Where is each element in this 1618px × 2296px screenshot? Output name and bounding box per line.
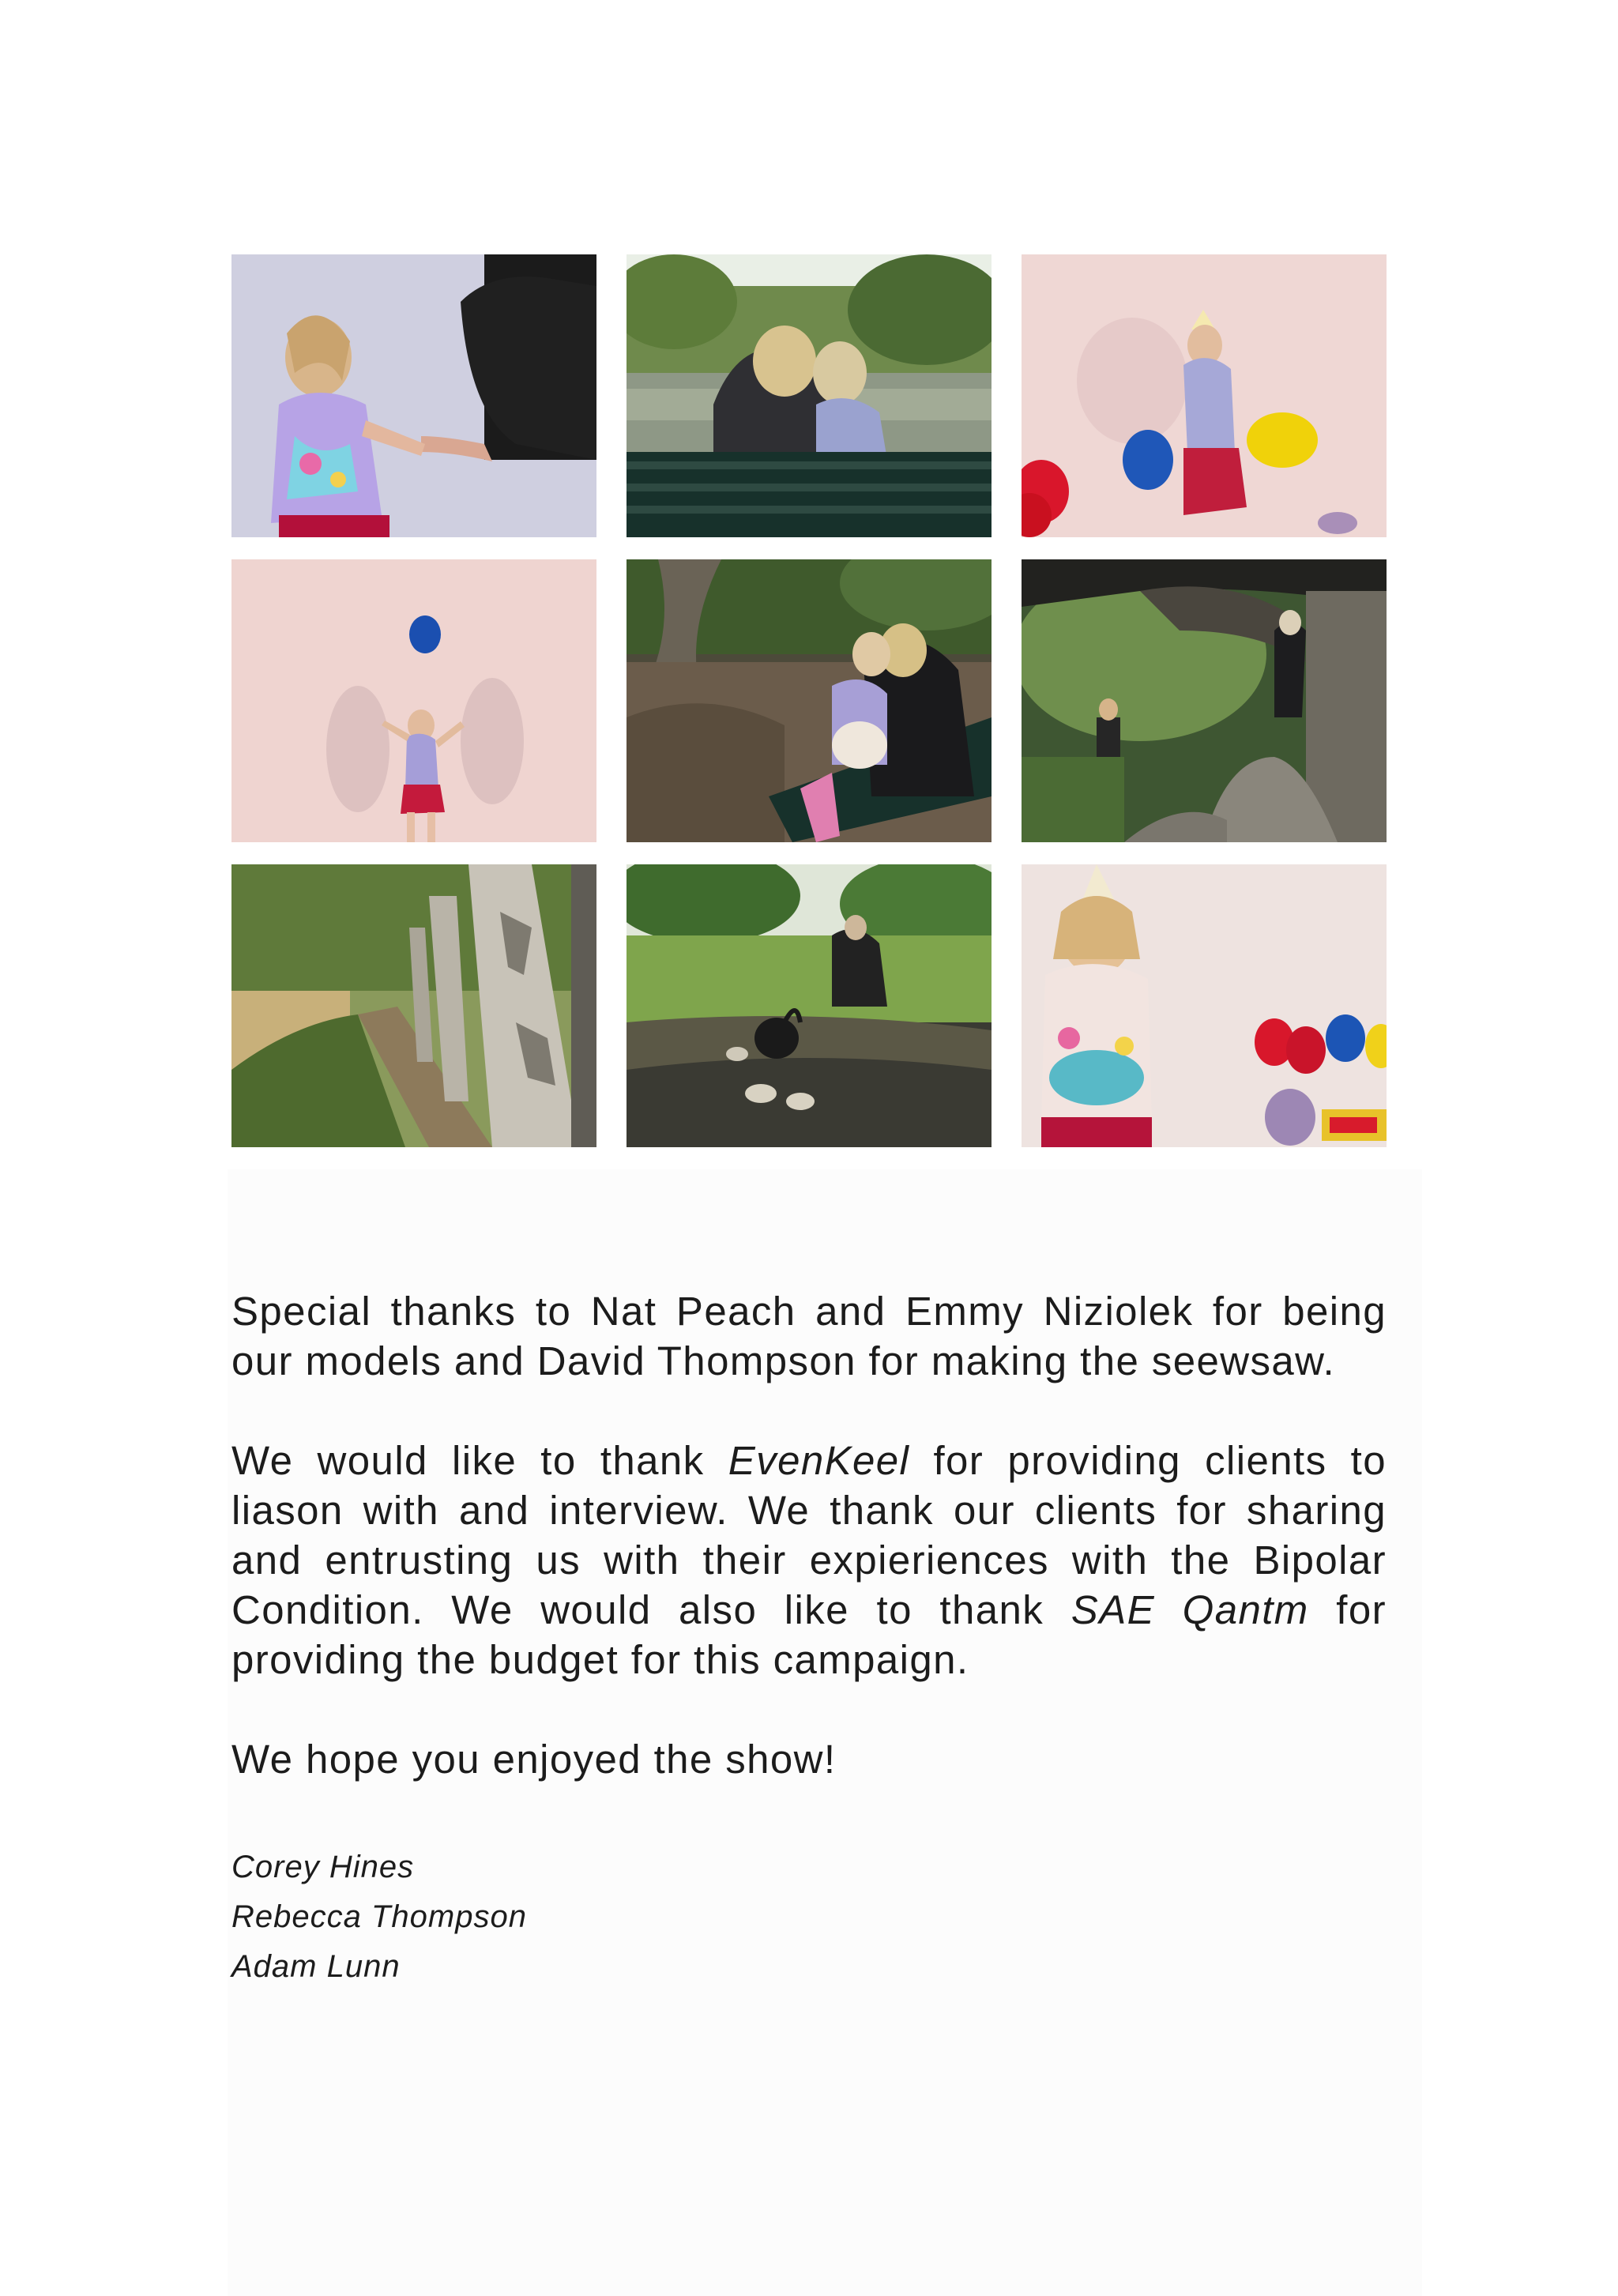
thanks-org-text-a: We would like to thank (231, 1438, 728, 1483)
photo-girl-blue-balloon (231, 559, 596, 842)
photo-big-tree (1022, 559, 1387, 842)
thanks-organisations-paragraph (231, 1436, 1387, 1684)
signature-list (231, 1842, 527, 1992)
thanks-org-text-c: for providing the budget for this campaign. (231, 1587, 1387, 1682)
signature-name: Rebecca Thompson (231, 1899, 527, 1934)
photo-bench-park (627, 559, 991, 842)
org-name-sae-qantm: SAE Qantm (1071, 1587, 1309, 1632)
closing-line: We hope you enjoyed the show! (231, 1737, 837, 1782)
photo-girl-with-balloons (1022, 254, 1387, 537)
signature-name: Corey Hines (231, 1850, 415, 1884)
acknowledgements-text (231, 1286, 1387, 1834)
thanks-models-paragraph: Special thanks to Nat Peach and Emmy Niziolek for being our models and David Thompson for making the seewsaw. (231, 1289, 1387, 1383)
photo-girl-party-hat (1022, 864, 1387, 1147)
photo-bench-by-lake (627, 254, 991, 537)
photo-park-swans (627, 864, 991, 1147)
thanks-org-text-b: for providing clients to liason with and interview. We thank our clients for sharing and entrusting us with their expieriences with the Bipolar Condition. We would also like to thank (231, 1438, 1387, 1632)
photo-girl-holding-hand (231, 254, 596, 537)
org-name-evenkeel: EvenKeel (728, 1438, 910, 1483)
photo-tree-lined-path (231, 864, 596, 1147)
photo-grid (231, 254, 1387, 1149)
signature-name: Adam Lunn (231, 1949, 401, 1984)
